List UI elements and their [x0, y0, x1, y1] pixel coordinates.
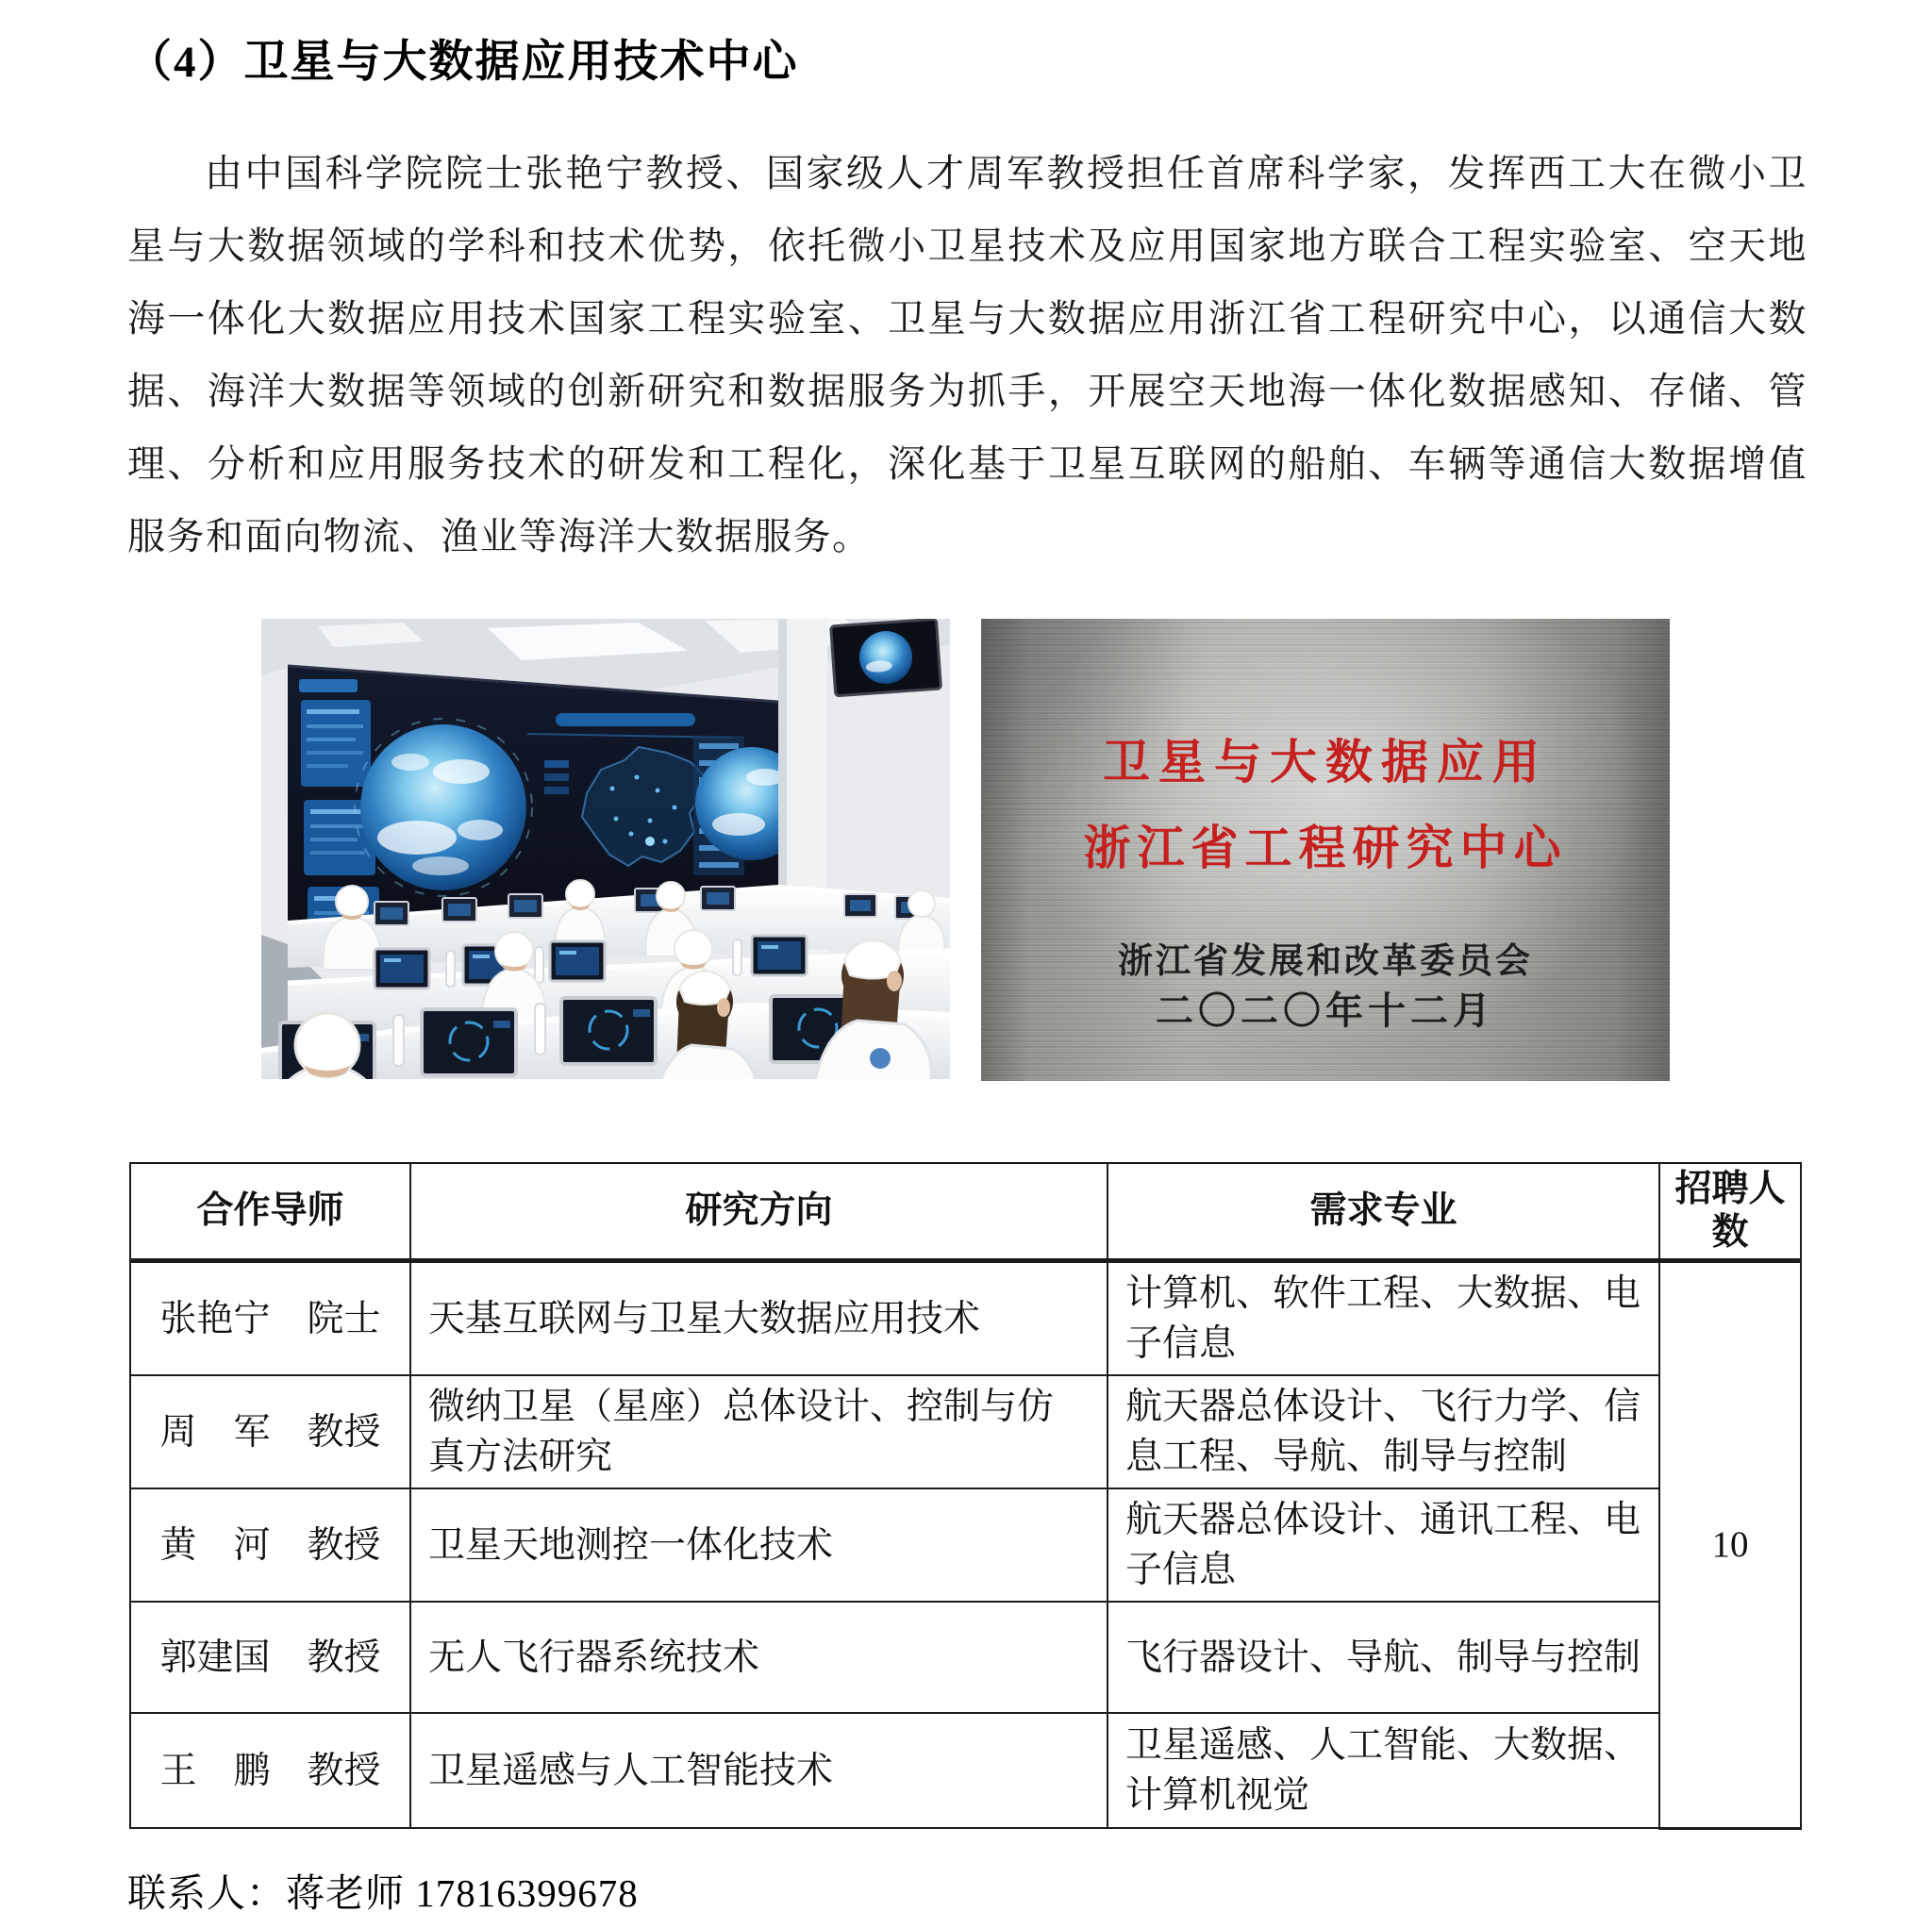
research-direction: 卫星遥感与人工智能技术 [410, 1713, 1108, 1828]
control-room-illustration [261, 619, 950, 1079]
contact-info: 联系人：蒋老师 17816399678 [127, 1870, 639, 1915]
research-direction: 无人飞行器系统技术 [410, 1602, 1108, 1713]
table-row [130, 1488, 1801, 1602]
mentor-name: 黄 河 教授 [130, 1488, 410, 1602]
body-paragraph: 由中国科学院院士张艳宁教授、国家级人才周军教授担任首席科学家，发挥西工大在微小卫星与大数据领域的学科和技术优势，依托微小卫星技术及应用国家地方联合工程实验室、空天地海一体化大数据应用技术国家工程实验室、卫星与大数据应用浙江省工程研究中心，以通信大数据、海洋大数据等领域的创新研究和数据服务为抓手，开展空天地海一体化数据感知、存储、管理、分析和应用服务技术的研发和工程化，深化基于卫星互联网的船舶、车辆等通信大数据增值服务和面向物流、渔业等海洋大数据服务。 [127, 152, 1807, 557]
required-majors: 计算机、软件工程、大数据、电子信息 [1108, 1261, 1659, 1376]
document-page [0, 26, 1932, 1928]
plaque-title-line1: 卫星与大数据应用 [1103, 736, 1548, 789]
header-direction: 研究方向 [410, 1163, 1108, 1261]
mentor-name: 张艳宁 院士 [130, 1261, 410, 1376]
table-row [130, 1602, 1801, 1713]
required-majors: 飞行器设计、导航、制导与控制 [1108, 1602, 1659, 1713]
plaque-issuer: 浙江省发展和改革委员会 [1118, 941, 1533, 980]
research-direction: 卫星天地测控一体化技术 [410, 1488, 1108, 1602]
recruit-count-value: 10 [1659, 1261, 1801, 1829]
page-title: （4）卫星与大数据应用技术中心 [127, 38, 799, 87]
required-majors: 卫星遥感、人工智能、大数据、计算机视觉 [1108, 1713, 1659, 1828]
plaque-title-line2: 浙江省工程研究中心 [1083, 822, 1568, 874]
mentor-table [129, 1162, 1802, 1830]
plaque-date: 二〇二〇年十二月 [1156, 990, 1495, 1032]
table-row [130, 1261, 1801, 1376]
control-room-photo [261, 619, 950, 1079]
required-majors: 航天器总体设计、飞行力学、信息工程、导航、制导与控制 [1108, 1375, 1659, 1488]
header-recruit-count: 招聘人数 [1659, 1163, 1801, 1261]
images-row [261, 619, 1932, 1081]
table-row [130, 1713, 1801, 1828]
table-header-row [130, 1163, 1801, 1261]
header-majors: 需求专业 [1108, 1163, 1659, 1261]
wall-tv [831, 619, 941, 696]
table-row [130, 1375, 1801, 1488]
required-majors: 航天器总体设计、通讯工程、电子信息 [1108, 1488, 1659, 1602]
mentor-name: 王 鹏 教授 [130, 1713, 410, 1828]
header-mentor: 合作导师 [130, 1163, 410, 1261]
research-direction: 微纳卫星（星座）总体设计、控制与仿真方法研究 [410, 1375, 1108, 1488]
mentor-name: 周 军 教授 [130, 1375, 410, 1488]
research-direction: 天基互联网与卫星大数据应用技术 [410, 1261, 1108, 1376]
plaque-photo [981, 619, 1670, 1081]
mentor-name: 郭建国 教授 [130, 1602, 410, 1713]
